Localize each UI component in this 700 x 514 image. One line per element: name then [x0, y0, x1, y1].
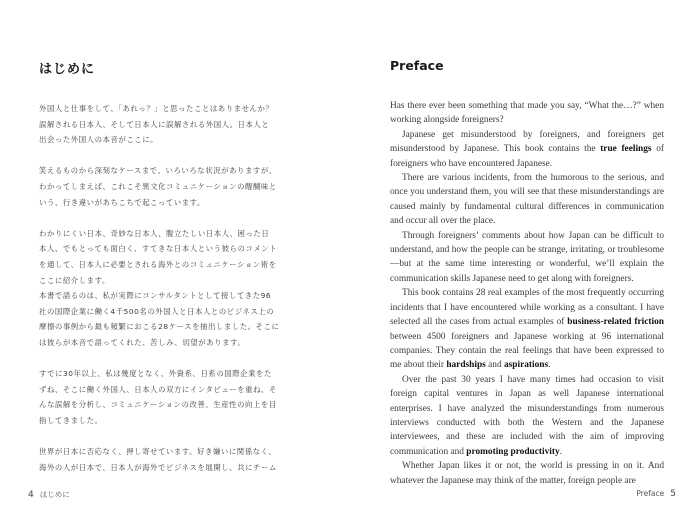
jp-text-line: 世界が日本に否応なく、押し寄せています。好き嫌いに関係なく、	[39, 447, 277, 457]
jp-text-line: 本書で語るのは、私が実際にコンサルタントとして接してきた96	[39, 291, 272, 301]
en-paragraph	[390, 459, 664, 488]
paragraph-text: This book contains 28 real examples of the most frequently occurring incidents that I have encountered while working as a consultant. I have selected all the cases from actual examples of	[390, 288, 664, 328]
paragraph-gap	[39, 210, 311, 226]
paragraph-text: Over the past 30 years I have many times had occasion to visit foreign capital ventures in Japan as well Japanese international enterprises. I have analyzed the misunderstandings from numerous interviews conducted with both the Western and the Japanese interviewees, and these are included with the aim of improving communication and	[390, 374, 664, 457]
jp-text-line: わかりにくい日本、奇妙な日本人、腹立たしい日本人、困った日	[39, 228, 270, 238]
paragraph-text: and	[485, 360, 504, 371]
jp-text-line: を通して、日本人に必要とされる海外とのコミュニケーション術を	[39, 259, 277, 269]
left-page-title: はじめに	[39, 62, 96, 77]
paragraph-text: of foreigners who have encountered Japanese.	[390, 144, 665, 169]
right-page-title: Preface	[390, 58, 444, 73]
en-paragraph	[390, 229, 664, 287]
right-page-number: 5	[670, 489, 676, 499]
en-paragraph	[390, 286, 664, 372]
emphasis-text: hardships	[446, 360, 486, 371]
left-page-footer	[28, 489, 70, 500]
paragraph-gap	[39, 351, 311, 367]
emphasis-text: promoting productivity	[466, 446, 560, 457]
jp-text-line: 社の国際企業に働く4千500名の外国人と日本人とのビジネス上の	[39, 306, 275, 316]
jp-text-line: わかってしまえば、これこそ異文化コミュニケーションの醍醐味と	[39, 181, 277, 191]
left-page-number: 4	[28, 490, 34, 500]
jp-text-line: んな誤解を分析し、コミュニケーションの改善、生産性の向上を目	[39, 400, 277, 410]
paragraph-text: Has there ever been something that made you say, “What the…?” when working alongside foreigners?	[390, 101, 664, 126]
left-footer-label: はじめに	[39, 490, 70, 499]
jp-text-line: 摩擦の事例から最も頻繁におこる28ケースを抽出しました。そこに	[39, 322, 280, 332]
jp-text-line: 笑えるものから深刻なケースまで、いろいろな状況がありますが、	[39, 166, 277, 176]
left-page-body	[39, 101, 311, 475]
jp-text-line: ここに紹介します。	[39, 275, 110, 285]
en-paragraph	[390, 128, 664, 171]
paragraph-text: Through foreigners’ comments about how Japan can be difficult to understand, and how the people can be strange, irritating, or troublesome—but at the same time interesting or wonderful, we’ll explain the communication skills Japanese need to get along with foreigners.	[390, 230, 664, 284]
jp-text-line: は彼らが本音で語ってくれた、苦しみ、切望があります。	[39, 337, 246, 347]
paragraph-text: .	[548, 360, 551, 371]
emphasis-text: aspirations	[503, 360, 549, 371]
jp-text-line: 出会った外国人の本音がここに。	[39, 135, 159, 145]
emphasis-text: true feelings	[600, 144, 652, 155]
en-paragraph	[390, 373, 664, 459]
paragraph-text: Japanese get misunderstood by foreigners, and foreigners get misunderstood by Japanese. This book contains the	[390, 129, 664, 155]
jp-text-line: 本人、でもとっても面白く、すてきな日本人という彼らのコメント	[39, 244, 278, 254]
en-paragraph	[390, 99, 664, 128]
paragraph-text: .	[559, 446, 563, 457]
right-footer-label: Preface	[636, 489, 665, 498]
right-page-footer	[636, 489, 676, 499]
paragraph-gap	[39, 428, 311, 444]
right-page-body	[390, 99, 664, 488]
emphasis-text: business-related friction	[567, 317, 664, 328]
en-paragraph	[390, 171, 664, 229]
paragraph-text: There are various incidents, from the humorous to the serious, and once you understand them, you will see that these misunderstandings are caused mainly by fundamental cultural differences in communication and occur all over the place.	[390, 173, 664, 227]
jp-text-line: 海外の人が日本で、日本人が海外でビジネスを展開し、共にチーム	[39, 462, 277, 472]
paragraph-text: Whether Japan likes it or not, the world is pressing in on it. And whatever the Japanese may think of the matter, foreign people are	[390, 461, 664, 486]
jp-text-line: 誤解される日本人、そして日本人に誤解される外国人。日本人と	[39, 119, 270, 129]
jp-text-line: 指してきました。	[39, 415, 103, 425]
jp-text-line: 外国人と仕事をして、「あれっ？」と思ったことはありませんか？	[39, 104, 274, 113]
jp-text-line: すでに30年以上、私は幾度となく、外資系、日系の国際企業をた	[39, 369, 272, 379]
jp-text-line: いう、行き違いがあちこちで起こっています。	[39, 197, 205, 207]
paragraph-gap	[39, 148, 311, 164]
paragraph-text: between 4500 foreigners and Japanese working at 96 international companies. They contain the real feelings that have been expressed to me about their	[390, 331, 664, 371]
jp-text-line: ずね、そこに働く外国人、日本人の双方にインタビューを重ね、そ	[39, 384, 277, 394]
